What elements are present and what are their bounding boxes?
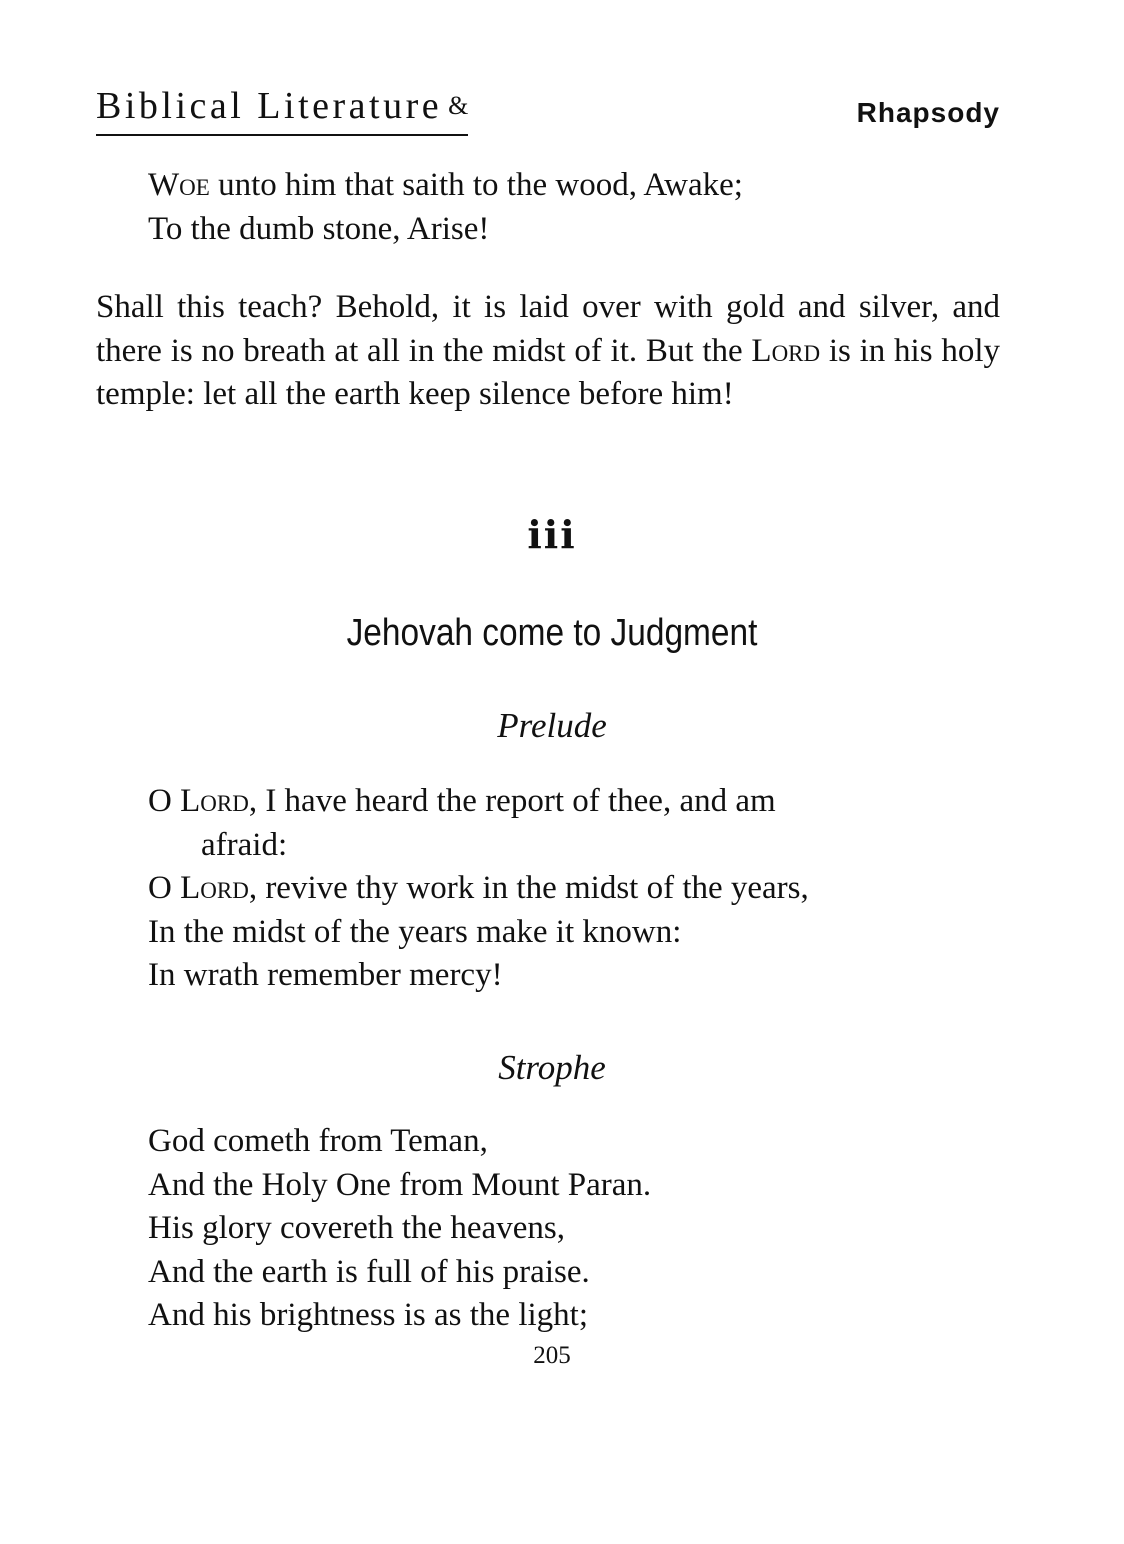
verse-continuation: afraid: bbox=[201, 826, 288, 863]
verse-line: His glory covereth the heavens, bbox=[148, 1210, 565, 1246]
verse-line-text: , revive thy work in the midst of the years, bbox=[248, 870, 809, 906]
verse-line: And the Holy One from Mount Paran. bbox=[148, 1166, 652, 1203]
verse-line-text: unto him that saith to the wood, Awake; bbox=[209, 167, 743, 203]
prelude-verse bbox=[148, 780, 1008, 998]
prose-text: is in his holy temple: let all the earth keep silence before him! bbox=[96, 332, 1000, 412]
opening-verse bbox=[148, 164, 1008, 251]
verse-line: To the dumb stone, Arise! bbox=[148, 210, 490, 247]
fleuron-ornament: & bbox=[448, 91, 469, 120]
prelude-heading: Prelude bbox=[497, 706, 607, 745]
verse-line bbox=[148, 867, 1008, 911]
verse-line bbox=[148, 780, 1008, 824]
verse-line: In the midst of the years make it known: bbox=[148, 913, 682, 950]
verse-initial-word: Woe bbox=[148, 167, 210, 203]
verse-line-text: O bbox=[148, 783, 181, 819]
prose-paragraph bbox=[96, 286, 1000, 417]
running-header-section: Rhapsody bbox=[856, 97, 1000, 128]
verse-line-text: , I have heard the report of thee, and am bbox=[248, 783, 776, 819]
verse-line: In wrath remember mercy! bbox=[148, 957, 503, 993]
verse-line bbox=[148, 164, 1008, 208]
prose-text: Shall this teach? Behold, it is laid over with gold and silver, and there is no breath at all in the midst of it. But the bbox=[96, 289, 1000, 369]
prose-lord: Lord bbox=[751, 332, 821, 369]
verse-line: And his brightness is as the light; bbox=[148, 1297, 588, 1333]
verse-lord: Lord bbox=[180, 870, 249, 906]
running-header-title bbox=[96, 86, 468, 136]
verse-line: God cometh from Teman, bbox=[148, 1123, 488, 1159]
page-number: 205 bbox=[533, 1342, 571, 1369]
verse-line-text: O bbox=[148, 870, 181, 906]
verse-lord: Lord bbox=[180, 783, 249, 819]
strophe-verse bbox=[148, 1120, 1008, 1338]
strophe-heading: Strophe bbox=[498, 1048, 606, 1087]
book-title: Biblical Literature bbox=[96, 85, 443, 127]
section-title: Jehovah come to Judgment bbox=[346, 612, 758, 654]
running-header bbox=[96, 86, 1000, 136]
verse-line: And the earth is full of his praise. bbox=[148, 1253, 590, 1290]
section-number: iii bbox=[527, 512, 577, 557]
